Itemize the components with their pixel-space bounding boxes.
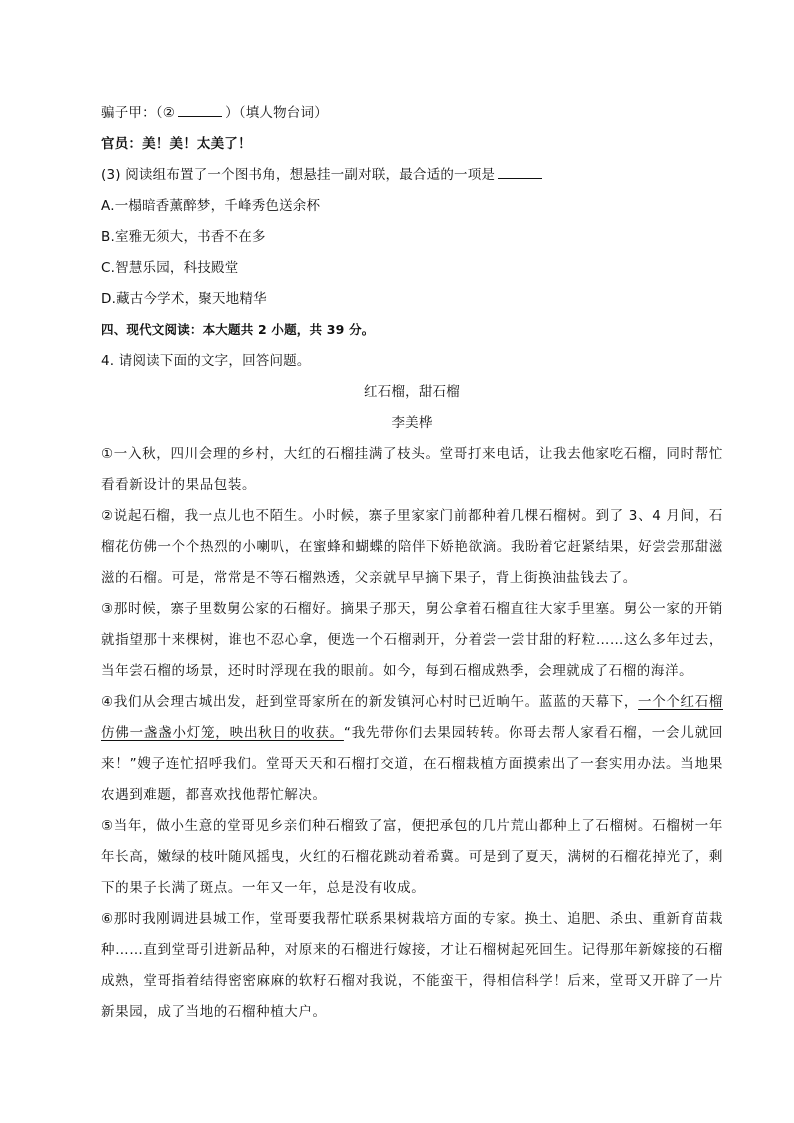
option-a: A.一榻暗香薰醉梦，千峰秀色送余杯: [101, 198, 321, 214]
article-author: 李美桦: [391, 415, 433, 431]
paragraph-1: ①一入秋，四川会理的乡村，大红的石榴挂满了枝头。堂哥打来电话，让我去他家吃石榴，同时帮忙看看新设计的果品包装。: [101, 446, 723, 493]
answer-blank-q3: [498, 166, 542, 179]
section-4-heading: 四、现代文阅读：本大题共 2 小题，共 39 分。: [101, 322, 375, 337]
swindler-suffix: ）（填人物台词）: [225, 105, 328, 121]
paragraph-4: [101, 687, 723, 811]
option-d: D.藏古今学术，聚天地精华: [101, 291, 267, 307]
option-b: B.室雅无须大，书香不在多: [101, 229, 266, 245]
paragraph-5: ⑤当年，做小生意的堂哥见乡亲们种石榴致了富，便把承包的几片荒山都种上了石榴树。石榴树一年年长高，嫩绿的枝叶随风摇曳，火红的石榴花跳动着希冀。可是到了夏天，满树的石榴花掉光了，剩下的果子长满了斑点。一年又一年，总是没有收成。: [101, 818, 723, 896]
paragraph-4-before: ④我们从会理古城出发，赶到堂哥家所在的新发镇河心村时已近晌午。蓝蓝的天幕下，: [101, 694, 639, 710]
paragraph-4-underlined: 一个个红石榴仿佛一盏盏小灯笼，映出秋日的收获。: [101, 694, 723, 741]
paragraph-6: ⑥那时我刚调进县城工作，堂哥要我帮忙联系果树栽培方面的专家。换土、追肥、杀虫、重新育苗栽种……直到堂哥引进新品种，对原来的石榴进行嫁接，才让石榴树起死回生。记得那年新嫁接的石榴成熟，堂哥指着结得密密麻麻的软籽石榴对我说，不能蛮干，得相信科学！后来，堂哥又开辟了一片新果园，成了当地的石榴种植大户。: [101, 911, 723, 1020]
article-title: 红石榴，甜石榴: [364, 384, 460, 400]
swindler-line: [101, 103, 723, 123]
question-4-intro: 4. 请阅读下面的文字，回答问题。: [101, 353, 311, 369]
official-line: 官员：美！美！太美了！: [101, 136, 252, 152]
paragraph-3: ③那时候，寨子里数舅公家的石榴好。摘果子那天，舅公拿着石榴直往大家手里塞。舅公一家的开销就指望那十来棵树，谁也不忍心拿，便选一个石榴剥开，分着尝一尝甘甜的籽粒……这么多年过去，当年尝石榴的场景，还时时浮现在我的眼前。如今，每到石榴成熟季，会理就成了石榴的海洋。: [101, 601, 723, 679]
option-c: C.智慧乐园，科技殿堂: [101, 260, 239, 276]
swindler-prefix: 骗子甲：（②: [101, 105, 176, 121]
question-3-stem: [101, 165, 723, 185]
paragraph-2: ②说起石榴，我一点儿也不陌生。小时候，寨子里家家门前都种着几棵石榴树。到了 3、4 月间，石榴花仿佛一个个热烈的小喇叭，在蜜蜂和蝴蝶的陪伴下娇艳欲滴。我盼着它赶紧结果，好尝尝那甜滋滋的石榴。可是，常常是不等石榴熟透，父亲就早早摘下果子，背上街换油盐钱去了。: [101, 508, 723, 586]
answer-blank-2: [178, 104, 222, 117]
question-3-text: (3) 阅读组布置了一个图书角，想悬挂一副对联，最合适的一项是: [101, 167, 496, 183]
paragraph-4-after: “我先带你们去果园转转。你哥去帮人家看石榴，一会儿就回来！”嫂子连忙招呼我们。堂哥天天和石榴打交道，在石榴栽植方面摸索出了一套实用办法。当地果农遇到难题，都喜欢找他帮忙解决。: [101, 725, 723, 803]
